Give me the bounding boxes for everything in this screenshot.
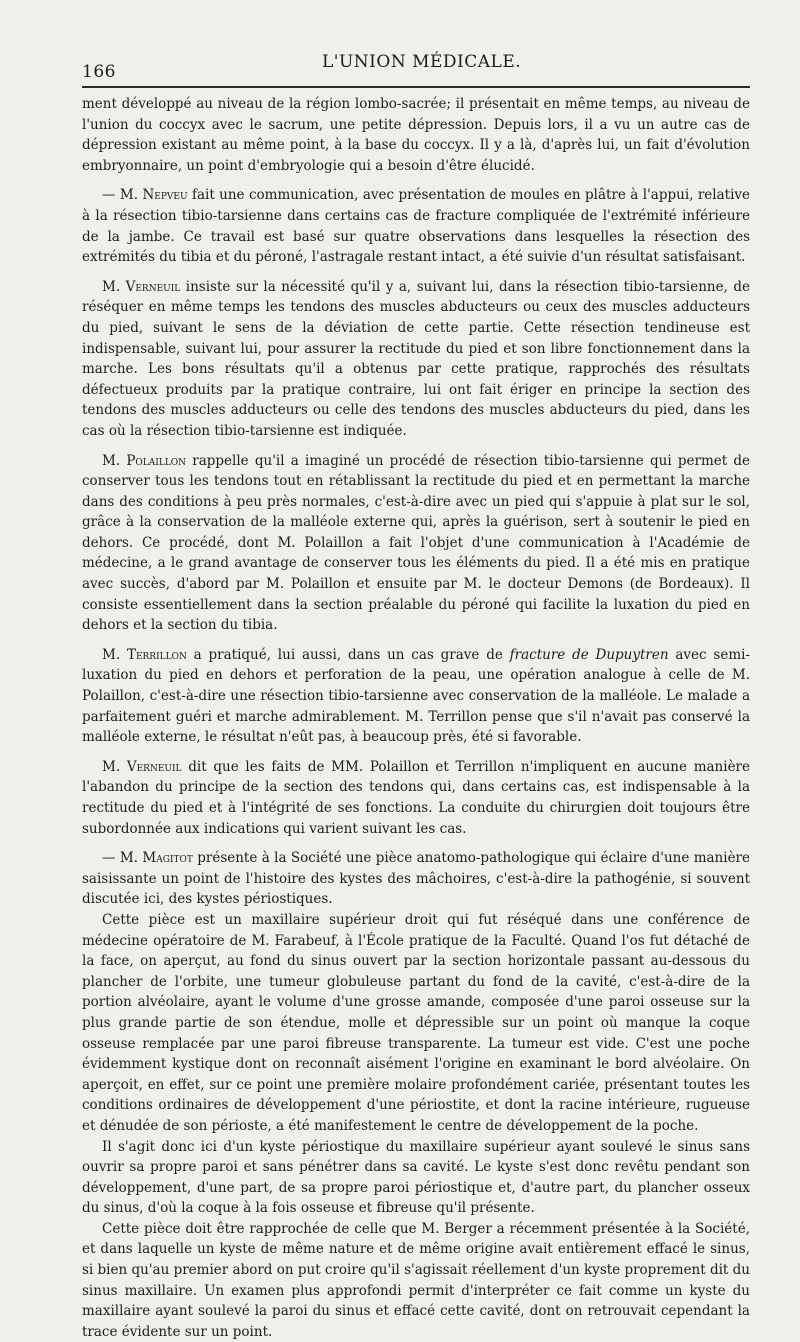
italic-term: fracture de Dupuytren <box>509 646 669 663</box>
text-run: avec semi-luxation du pied en dehors et perforation de la peau, une opération analogue à celle de M. Polaillon, c'est-à-dire une résection tibio-tarsienne avec conservation de la malléole. Le malade a parfaitement guéri et marche admirablement. M. Terrillon pense que s'il n'avait pas conservé la malléole externe, le résultat n'eût pas, à beaucoup près, été si favorable. <box>82 646 751 746</box>
body-text <box>82 94 750 1342</box>
text-run: M. <box>102 646 127 663</box>
paragraph <box>82 848 750 910</box>
paragraph <box>82 94 750 176</box>
text-run: M. <box>102 278 126 295</box>
paragraph <box>82 1137 750 1219</box>
text-run: fait une communication, avec présentation de moules en plâtre à l'appui, relative à la résection tibio-tarsienne dans certains cas de fracture compliquée de l'extrémité inférieure de la jambe. Ce travail est basé sur quatre observations dans lesquelles la résection des extrémités du tibia et du péroné, l'astragale restant intact, a été suivie d'un résultat satisfaisant. <box>82 187 751 266</box>
speaker-name: Polaillon <box>126 452 187 469</box>
paragraph <box>82 1219 750 1342</box>
header-rule <box>82 86 750 88</box>
text-run: dit que les faits de MM. Polaillon et Terrillon n'impliquent en aucune manière l'abandon du principe de la section des tendons qui, dans certains cas, est indispensable à la rectitude du pied et à l'intégrité de ses fonctions. La conduite du chirurgien doit toujours être subordonnée aux indications qui varient suivant les cas. <box>82 758 751 837</box>
text-run: rappelle qu'il a imaginé un procédé de résection tibio-tarsienne qui permet de conserver tous les tendons tout en rétablissant la rectitude du pied et en permettant la marche dans des conditions à peu près normales, c'est-à-dire avec un pied qui s'appuie à plat sur le sol, grâce à la conservation de la malléole externe qui, après la guérison, sert à soutenir le pied en dehors. Ce procédé, dont M. Polaillon a fait l'objet d'une communication à l'Académie de médecine, a le grand avantage de conserver tous les éléments du pied. Il a été mis en pratique avec succès, d'abord par M. Polaillon et ensuite par M. le docteur Demons (de Bordeaux). Il consiste essentiellement dans la section préalable du péroné qui facilite la luxation du pied en dehors et la section du tibia. <box>82 452 751 634</box>
running-title: L'UNION MÉDICALE. <box>322 52 522 72</box>
text-run: Il s'agit donc ici d'un kyste périostique du maxillaire supérieur ayant soulevé le sinus sans ouvrir sa propre paroi et sans pénétrer dans sa cavité. Le kyste s'est donc revêtu pendant son développement, d'une part, de sa propre paroi périostique et, d'autre part, du plancher osseux du sinus, d'où la coque à la fois osseuse et fibreuse qu'il présente. <box>82 1138 750 1217</box>
page-number: 166 <box>82 62 116 82</box>
text-run: Cette pièce doit être rapprochée de celle que M. Berger a récemment présentée à la Société, et dans laquelle un kyste de même nature et de même origine avait entièrement effacé le sinus, si bien qu'au premier abord on put croire qu'il s'agissait réellement d'un kyste proprement dit du sinus maxillaire. Un examen plus approfondi permit d'interpréter ce fait comme un kyste du maxillaire ayant soulevé la paroi du sinus et effacé cette cavité, dont on retrouvait cependant la trace évidente sur un point. <box>82 1220 750 1340</box>
text-run: présente à la Société une pièce anatomo-pathologique qui éclaire d'une manière saisissante un point de l'histoire des kystes des mâchoires, c'est-à-dire la pathogénie, si souvent discutée ici, des kystes périostiques. <box>82 850 750 908</box>
paragraph <box>82 277 750 442</box>
paragraph <box>82 757 750 839</box>
speaker-name: Nepveu <box>142 187 188 204</box>
speaker-name: Magitot <box>142 850 193 867</box>
paragraph <box>82 185 750 267</box>
paragraph <box>82 451 750 636</box>
text-run: a pratiqué, lui aussi, dans un cas grave de <box>186 646 510 663</box>
page-header <box>82 50 750 84</box>
speaker-name: Verneuil <box>125 278 181 295</box>
speaker-name: Terrillon <box>126 646 187 663</box>
text-run: — M. <box>102 850 143 867</box>
text-run: — M. <box>102 187 143 204</box>
speaker-name: Verneuil <box>126 758 182 775</box>
text-run: ment développé au niveau de la région lombo-sacrée; il présentait en même temps, au niveau de l'union du coccyx avec le sacrum, une petite dépression. Depuis lors, il a vu un autre cas de dépression existant au même point, à la base du coccyx. Il y a là, d'après lui, un fait d'évolution embryonnaire, un point d'embryologie qui a besoin d'être élucidé. <box>82 96 750 174</box>
text-run: M. <box>102 452 127 469</box>
text-run: Cette pièce est un maxillaire supérieur droit qui fut réséqué dans une conférence de médecine opératoire de M. Farabeuf, à l'École pratique de la Faculté. Quand l'os fut détaché de la face, on aperçut, au fond du sinus ouvert par la section horizontale passant au-dessous du plancher de l'orbite, une tumeur globuleuse partant du fond de la cavité, c'est-à-dire de la portion alvéolaire, ayant le volume d'une grosse amande, composée d'une paroi osseuse sur la plus grande partie de son étendue, molle et dépressible sur un point où manque la coque osseuse remplacée par une paroi fibreuse transparente. La tumeur est vide. C'est une poche évidemment kystique dont on reconnaît aisément l'origine en examinant le bord alvéolaire. On aperçoit, en effet, sur ce point une première molaire profondément cariée, présentant toutes les conditions ordinaires de développement d'une périostite, et dont la racine intérieure, rugueuse et dénudée de son périoste, a été manifestement le centre de développement de la poche. <box>82 911 750 1134</box>
paragraph <box>82 910 750 1137</box>
text-run: insiste sur la nécessité qu'il y a, suivant lui, dans la résection tibio-tarsienne, de réséquer en même temps les tendons des muscles abducteurs ou ceux des muscles adducteurs du pied, suivant le sens de la déviation de cette partie. Cette résection tendineuse est indispensable, suivant lui, pour assurer la rectitude du pied et son libre fonctionnement dans la marche. Les bons résultats qu'il a obtenus par cette pratique, rapprochés des résultats défectueux produits par la pratique contraire, lui ont fait ériger en principe la section des tendons des muscles adducteurs ou celle des tendons des muscles abducteurs du pied, dans les cas où la résection tibio-tarsienne est indiquée. <box>82 278 751 439</box>
paragraph <box>82 645 750 748</box>
text-run: M. <box>102 758 127 775</box>
